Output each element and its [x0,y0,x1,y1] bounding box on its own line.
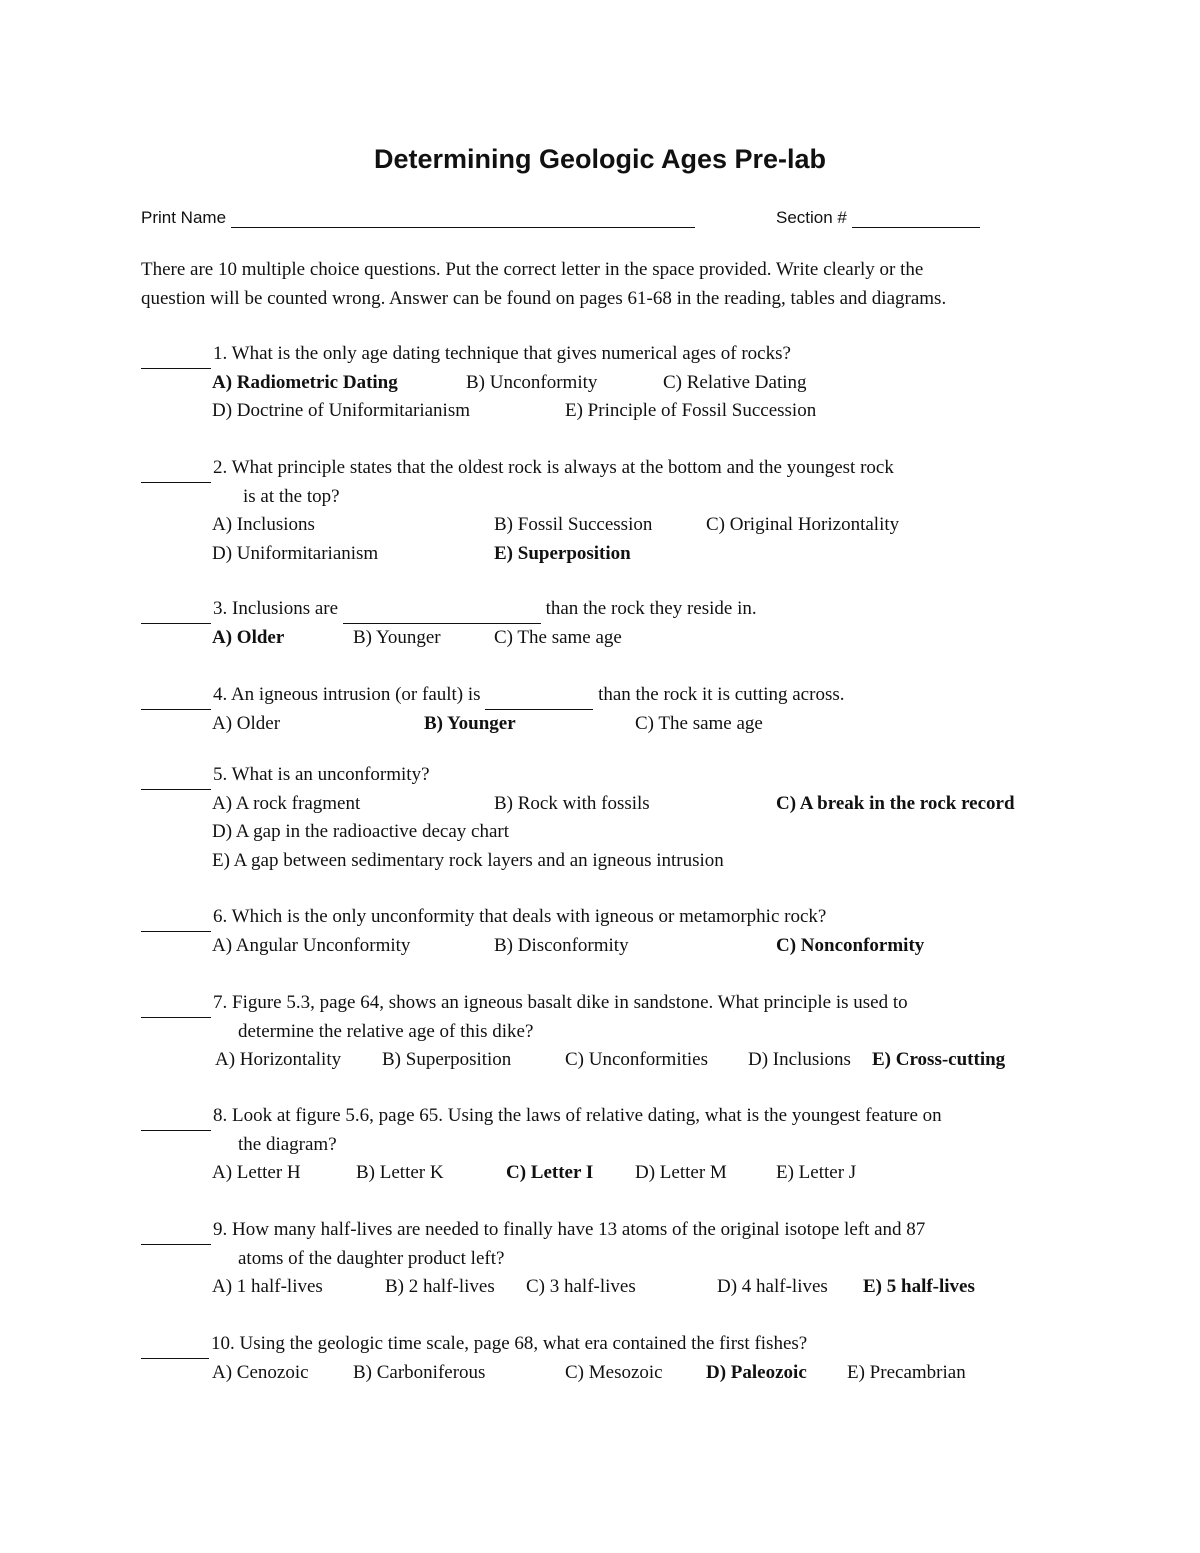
question-text: 7. Figure 5.3, page 64, shows an igneous basalt dike in sandstone. What principle is used to [213,992,908,1013]
question-9 [141,1216,1141,1302]
instructions-line: question will be counted wrong. Answer can be found on pages 61-68 in the reading, tables and diagrams. [141,287,947,309]
option: E) Precambrian [847,1361,966,1383]
fill-in-blank [343,603,541,624]
question-text: is at the top? [243,485,340,507]
option: C) The same age [494,626,622,648]
answer-blank-6[interactable] [141,911,211,932]
print-name-row [141,208,695,228]
option-correct: A) Radiometric Dating [212,371,398,393]
option: B) Fossil Succession [494,514,653,535]
answer-blank-10[interactable] [141,1338,209,1359]
option: A) Horizontality [215,1049,342,1070]
option-correct: C) Letter I [506,1162,594,1183]
question-text: 2. What principle states that the oldest rock is always at the bottom and the youngest rock [213,457,894,478]
question-text-pre: 4. An igneous intrusion (or fault) is [213,684,481,705]
option-correct: E) Cross-cutting [872,1049,1006,1070]
answer-blank-3[interactable] [141,603,211,624]
question-text: 9. How many half-lives are needed to finally have 13 atoms of the original isotope left and 87 [213,1219,926,1240]
option: C) Relative Dating [663,371,807,393]
option: A) A rock fragment [212,792,361,814]
option: D) A gap in the radioactive decay chart [212,821,510,842]
option-correct: A) Older [212,626,285,648]
option: A) Angular Unconformity [212,934,411,956]
option: D) Letter M [635,1162,727,1183]
instructions-line: There are 10 multiple choice questions. Put the correct letter in the space provided. Write clearly or the [141,259,924,280]
option: C) 3 half-lives [526,1276,636,1297]
answer-blank-1[interactable] [141,348,211,369]
option-correct: B) Younger [424,712,516,734]
option: E) Principle of Fossil Succession [565,400,817,421]
option-correct: D) Paleozoic [706,1361,807,1383]
option-correct: E) 5 half-lives [863,1276,975,1297]
option: B) Superposition [382,1049,512,1070]
option: B) Carboniferous [353,1361,486,1383]
option: C) The same age [635,712,763,734]
option: D) Doctrine of Uniformitarianism [212,400,471,421]
section-row [776,208,980,228]
option: E) Letter J [776,1162,857,1183]
print-name-label: Print Name [141,208,227,227]
answer-blank-4[interactable] [141,689,211,710]
fill-in-blank [485,689,593,710]
option: B) Younger [353,626,441,648]
option: A) Inclusions [212,514,315,535]
option: B) Disconformity [494,934,629,956]
question-1 [141,340,1141,426]
option: A) Letter H [212,1162,301,1183]
option: B) Letter K [356,1162,444,1183]
option: B) Unconformity [466,371,598,393]
question-text: atoms of the daughter product left? [238,1247,505,1269]
question-text: the diagram? [238,1133,337,1155]
option-correct: C) Nonconformity [776,934,925,956]
answer-blank-8[interactable] [141,1110,211,1131]
question-text: 6. Which is the only unconformity that deals with igneous or metamorphic rock? [213,906,827,927]
question-3 [141,595,1141,652]
question-text: 1. What is the only age dating technique that gives numerical ages of rocks? [213,343,791,364]
answer-blank-7[interactable] [141,997,211,1018]
option-correct: E) Superposition [494,542,631,564]
print-name-field[interactable] [231,209,695,228]
option: C) Original Horizontality [706,514,900,535]
option: A) 1 half-lives [212,1276,323,1297]
question-text-pre: 3. Inclusions are [213,598,339,619]
question-2 [141,454,1141,568]
option: B) 2 half-lives [385,1276,495,1297]
option: D) Inclusions [748,1049,851,1070]
option: E) A gap between sedimentary rock layers and an igneous intrusion [212,849,724,871]
question-10 [141,1330,1141,1387]
option: D) 4 half-lives [717,1276,828,1297]
question-text: 8. Look at figure 5.6, page 65. Using the laws of relative dating, what is the youngest feature on [213,1105,942,1126]
question-text: determine the relative age of this dike? [238,1020,534,1042]
answer-blank-2[interactable] [141,462,211,483]
question-6 [141,903,1141,960]
option: A) Cenozoic [212,1361,309,1383]
answer-blank-5[interactable] [141,769,211,790]
option: C) Unconformities [565,1049,709,1070]
instructions [141,256,1081,313]
question-4 [141,681,1141,738]
question-text-post: than the rock they reside in. [545,598,757,619]
page-title: Determining Geologic Ages Pre-lab [373,144,827,174]
question-5 [141,761,1141,875]
question-text-post: than the rock it is cutting across. [598,684,845,705]
option-correct: C) A break in the rock record [776,792,1015,814]
question-8 [141,1102,1141,1188]
question-text: 10. Using the geologic time scale, page 68, what era contained the first fishes? [211,1333,808,1354]
question-7 [141,989,1141,1075]
question-text: 5. What is an unconformity? [213,764,430,785]
option: B) Rock with fossils [494,792,650,814]
option: C) Mesozoic [565,1361,663,1383]
section-number-field[interactable] [852,209,980,228]
option: A) Older [212,712,281,734]
section-label: Section # [776,208,847,227]
option: D) Uniformitarianism [212,542,379,564]
answer-blank-9[interactable] [141,1224,211,1245]
